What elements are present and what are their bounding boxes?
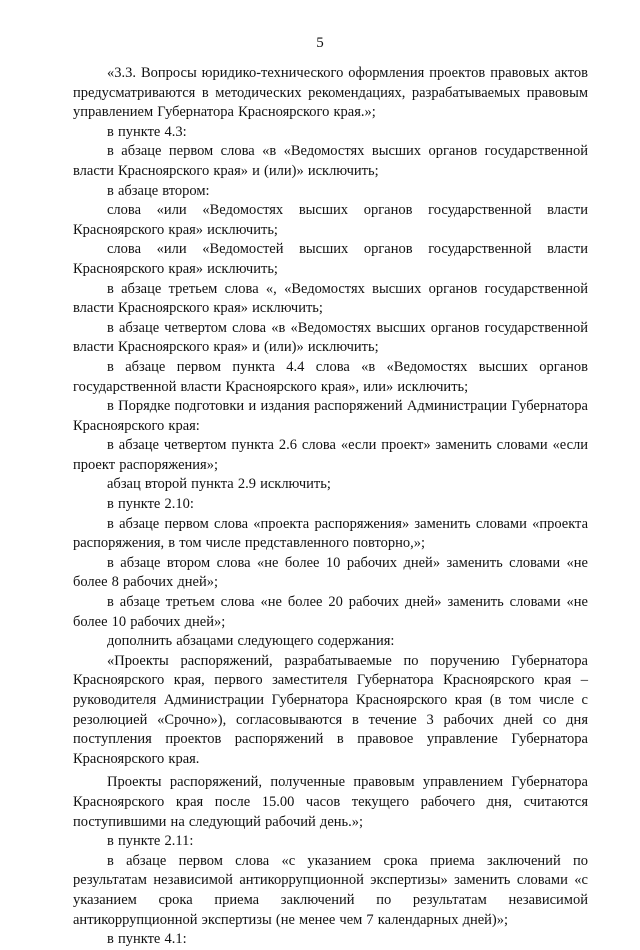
paragraph: дополнить абзацами следующего содержания: [107, 633, 395, 650]
paragraph: в пункте 4.1: [107, 931, 187, 948]
paragraph: в абзаце втором: [107, 182, 210, 199]
paragraph: слова «или «Ведомостей высших органов государственной власти Красноярского края» исключить; [73, 241, 588, 277]
paragraph: в абзаце четвертом слова «в «Ведомостях высших органов государственной власти Красноярского края» и (или)» исключить; [73, 319, 588, 356]
paragraph: в пункте 2.11: [107, 833, 194, 850]
paragraph: «3.3. Вопросы юридико-технического оформления проектов правовых актов предусматриваются в методических рекомендациях, разрабатываемых правовым управлением Губернатора Красноярского края.»; [73, 65, 588, 121]
paragraph: в абзаце первом пункта 4.4 слова «в «Ведомостях высших органов государственной власти Красноярского края», или» исключить; [73, 358, 588, 395]
paragraph: в абзаце третьем слова «не более 20 рабочих дней» заменить словами «не более 10 рабочих дней»; [73, 594, 588, 630]
paragraph: Проекты распоряжений, полученные правовым управлением Губернатора Красноярского края после 15.00 часов текущего рабочего дня, считаются поступившими на следующий рабочий день.»; [73, 774, 588, 830]
page-number: 5 [316, 35, 324, 51]
paragraph: слова «или «Ведомостях высших органов государственной власти Красноярского края» исключить; [73, 202, 588, 238]
paragraph: «Проекты распоряжений, разрабатываемые по поручению Губернатора Красноярского края, первого заместителя Губернатора Красноярского края – руководителя Администрации Губернатора Красноярского края (в том числе с резолюцией «Срочно»), согласовываются в течение 3 рабочих дней со дня поступления проектов распоряжений в правовое управление Губернатора Красноярского края. [73, 652, 588, 767]
paragraph: в абзаце четвертом пункта 2.6 слова «если проект» заменить словами «если проект распоряжения»; [73, 437, 588, 473]
paragraph: в абзаце первом слова «в «Ведомостях высших органов государственной власти Красноярского края» и (или)» исключить; [73, 143, 588, 179]
paragraph: в абзаце третьем слова «, «Ведомостях высших органов государственной власти Красноярского края» исключить; [73, 280, 588, 317]
document-body [73, 64, 588, 950]
paragraph: в абзаце первом слова «проекта распоряжения» заменить словами «проекта распоряжения, в том числе представленного повторно,»; [73, 515, 588, 552]
paragraph: в пункте 2.10: [107, 496, 194, 513]
paragraph: абзац второй пункта 2.9 исключить; [107, 476, 331, 493]
paragraph: в абзаце первом слова «с указанием срока приема заключений по результатам независимой антикоррупционной экспертизы» заменить словами «с указанием срока приема заключений по результатам независимой антикоррупционной экспертизы (не менее чем 7 календарных дней)»; [73, 852, 588, 928]
paragraph: в пункте 4.3: [107, 123, 187, 140]
paragraph: в Порядке подготовки и издания распоряжений Администрации Губернатора Красноярского края: [73, 398, 588, 434]
paragraph: в абзаце втором слова «не более 10 рабочих дней» заменить словами «не более 8 рабочих дней»; [73, 554, 588, 591]
